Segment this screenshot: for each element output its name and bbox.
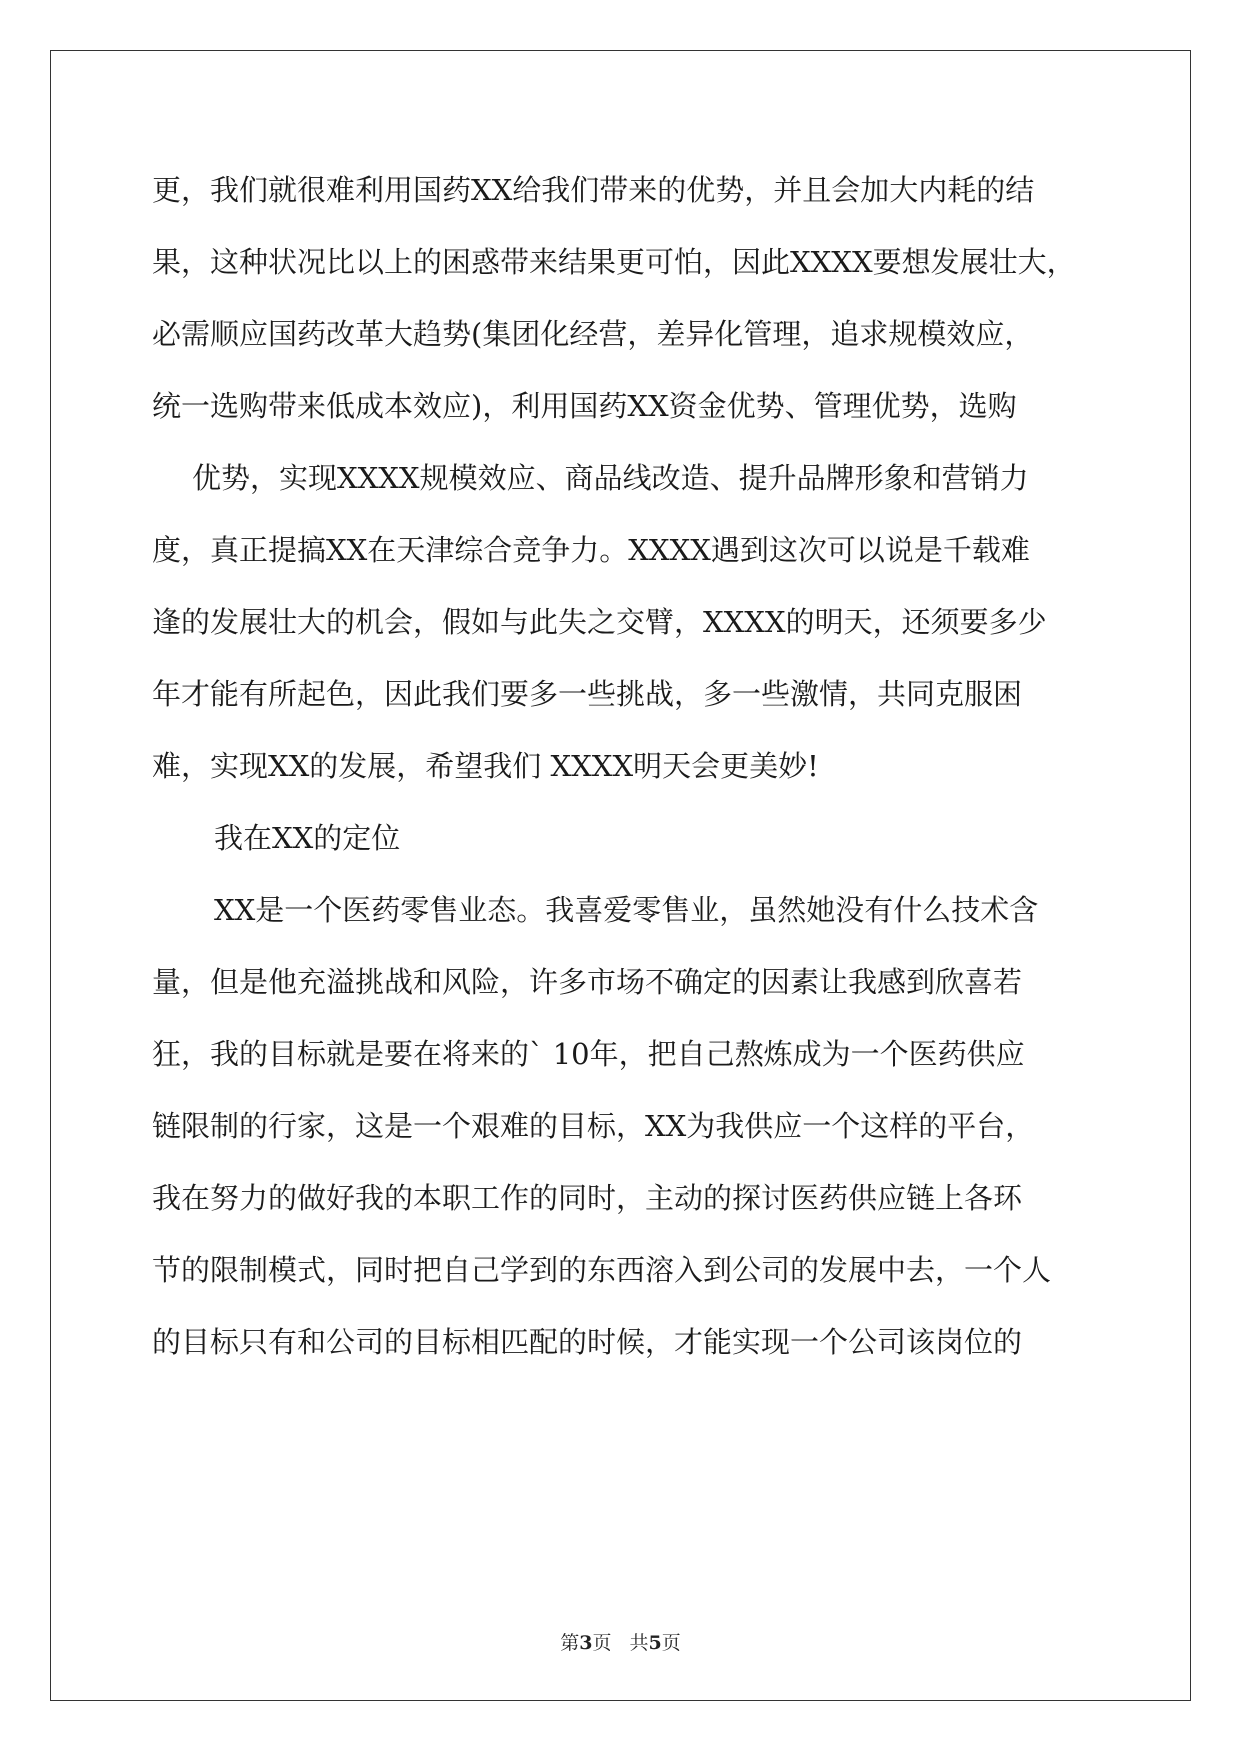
total-page-count: 5 [648,1632,662,1654]
current-page-number: 3 [579,1632,593,1654]
text-line: 狂，我的目标就是要在将来的` 10年，把自己熬炼成为一个医药供应 [152,1037,1025,1071]
page-suffix: 页 [592,1632,612,1654]
text-line: 我在努力的做好我的本职工作的同时，主动的探讨医药供应链上各环 [152,1181,1023,1215]
text-line: 逢的发展壮大的机会，假如与此失之交臂，XXXX的明天，还须要多少 [152,605,1047,639]
text-line: 统一选购带来低成本效应)，利用国药XX资金优势、管理优势，选购 [152,389,1017,423]
total-suffix: 页 [661,1632,681,1654]
text-line: 果，这种状况比以上的困惑带来结果更可怕，因此XXXX要想发展壮大， [152,245,1076,279]
section-heading: 我在XX的定位 [214,821,401,855]
total-prefix: 共 [629,1632,649,1654]
text-line: 更，我们就很难利用国药XX给我们带来的优势，并且会加大内耗的结 [152,173,1035,207]
text-line: 的目标只有和公司的目标相匹配的时候，才能实现一个公司该岗位的 [152,1325,1023,1359]
text-line: 难，实现XX的发展，希望我们 XXXX明天会更美妙! [152,749,819,783]
text-line: 必需顺应国药改革大趋势(集团化经营，差异化管理，追求规模效应， [152,317,1034,351]
text-line: XX是一个医药零售业态。我喜爱零售业，虽然她没有什么技术含 [214,893,1039,927]
text-line: 度，真正提搞XX在天津综合竞争力。XXXX遇到这次可以说是千载难 [152,533,1030,567]
text-line: 年才能有所起色，因此我们要多一些挑战，多一些激情，共同克服困 [152,677,1023,711]
text-line: 链限制的行家，这是一个艰难的目标，XX为我供应一个这样的平台， [152,1109,1035,1143]
page-prefix: 第 [560,1632,580,1654]
page-border [50,50,1191,1701]
page-number-footer [0,1631,1241,1655]
text-line: 量，但是他充溢挑战和风险，许多市场不确定的因素让我感到欣喜若 [152,965,1023,999]
text-line: 节的限制模式，同时把自己学到的东西溶入到公司的发展中去，一个人 [152,1253,1052,1287]
text-line: 优势，实现XXXX规模效应、商品线改造、提升品牌形象和营销力 [192,461,1029,495]
